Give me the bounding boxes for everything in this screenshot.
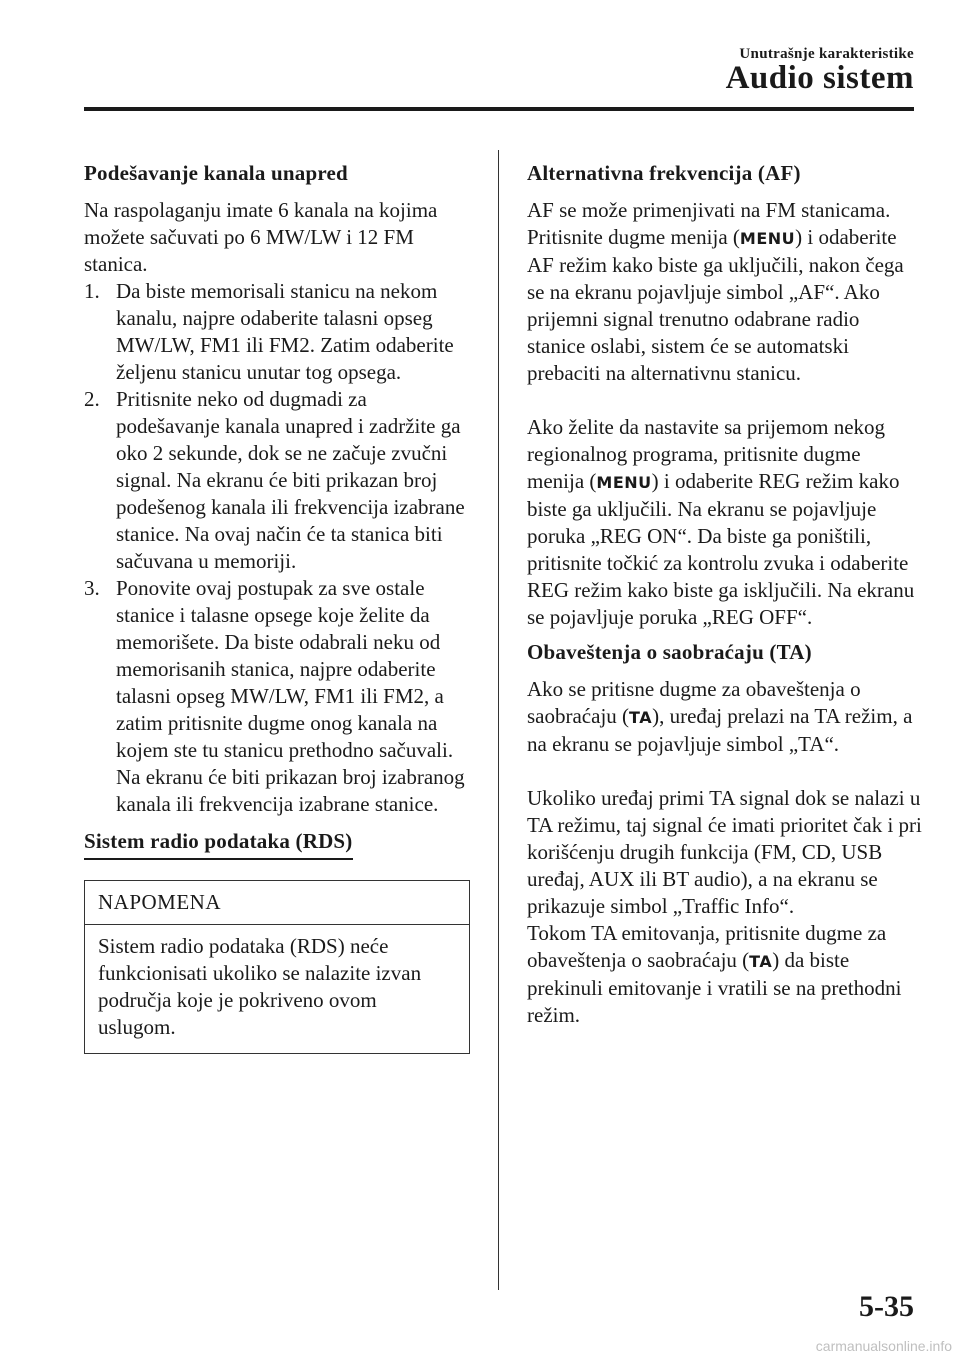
ta-paragraph-3 xyxy=(527,920,922,1029)
column-divider xyxy=(498,150,499,1290)
step-list xyxy=(84,278,474,818)
step-text: Da biste memorisali stanicu na nekom kanalu, najpre odaberite talasni opseg MW/LW, FM1 ili FM2. Zatim odaberite željenu stanicu unutar tog opsega. xyxy=(116,279,454,384)
ta-stop-text-a: Tokom TA emitovanja, pritisnite dugme za obaveštenja o saobraćaju ( xyxy=(527,921,887,972)
step-item xyxy=(84,278,474,386)
ta-button-label: TA xyxy=(749,952,773,971)
menu-button-label: MENU xyxy=(739,229,796,248)
running-header-section: Unutrašnje karakteristike xyxy=(739,46,914,62)
ta-paragraph-1 xyxy=(527,676,922,758)
note-body: Sistem radio podataka (RDS) neće funkcionisati ukoliko se nalazite izvan područja koje je pokriveno ovom uslugom. xyxy=(98,934,422,1039)
header-rule xyxy=(84,107,914,111)
ta-paragraph-2: Ukoliko uređaj primi TA signal dok se nalazi u TA režimu, taj signal će imati prioritet čak i pri korišćenju drugih funkcija (FM, CD, USB uređaj, AUX ili BT audio), a na ekranu se prikazuje simbol „Traffic Info“. xyxy=(527,786,922,918)
heading-rds: Sistem radio podataka (RDS) xyxy=(84,828,353,860)
page-number: 5-35 xyxy=(859,1290,914,1323)
reg-text-a: Ako želite da nastavite sa prijemom nekog regionalnog programa, pritisnite dugme menija ( xyxy=(527,415,886,493)
running-header-title: Audio sistem xyxy=(725,60,914,96)
watermark: carmanualsonline.info xyxy=(815,1338,952,1354)
step-text: Pritisnite neko od dugmadi za podešavanje kanala unapred i zadržite ga oko 2 sekunde, dok se ne začuje zvučni signal. Na ekranu će biti prikazan broj podešenog kanala ili frekvencija izabrane stanice. Na ovaj način će ta stanica biti sačuvana u memoriji. xyxy=(116,387,465,573)
reg-text-b: ) i odaberite REG režim kako biste ga uključili. Na ekranu se pojavljuje poruka „REG ON“. Da biste ga poništili, pritisnite točkić za kontrolu zvuka i odaberite REG režim kako biste ga isključili. Na ekranu se pojavljuje poruka „REG OFF“. xyxy=(527,469,915,629)
heading-af: Alternativna frekvencija (AF) xyxy=(527,161,801,185)
step-number: 2. xyxy=(84,387,100,411)
menu-button-label: MENU xyxy=(596,473,652,492)
step-number: 1. xyxy=(84,279,100,303)
ta-stop-text-b: ) da biste prekinuli emitovanje i vratili se na prethodni režim. xyxy=(527,948,902,1027)
af-paragraph-1 xyxy=(527,197,922,387)
step-item xyxy=(84,386,474,575)
af-text-b: ) i odaberite AF režim kako biste ga uključili, nakon čega se na ekranu pojavljuje simbol „AF“. Ako prijemni signal trenutno odabrane radio stanice oslabi, sistem će se automatski prebaciti na alternativnu stanicu. xyxy=(527,225,904,385)
step-number: 3. xyxy=(84,576,100,600)
left-column xyxy=(84,160,474,1054)
ta-text-b: ), uređaj prelazi na TA režim, a na ekranu se pojavljuje simbol „TA“. xyxy=(527,704,913,756)
note-box xyxy=(84,880,470,1054)
step-text: Ponovite ovaj postupak za sve ostale stanice i talasne opsege koje želite da memorišete. Da biste odabrali neku od memorisanih stanica, najpre odaberite talasni opseg MW/LW, FM1 ili FM2, a zatim pritisnite dugme onog kanala na kojem ste tu stanicu prethodno sačuvali. Na ekranu će biti prikazan broj izabranog kanala ili frekvencija izabrane stanice. xyxy=(116,576,465,816)
step-item xyxy=(84,575,474,818)
heading-ta: Obaveštenja o saobraćaju (TA) xyxy=(527,640,812,664)
heading-preset-channels: Podešavanje kanala unapred xyxy=(84,161,348,185)
af-paragraph-2 xyxy=(527,414,922,631)
af-text-a: AF se može primenjivati na FM stanicama. Pritisnite dugme menija ( xyxy=(527,198,891,249)
intro-paragraph: Na raspolaganju imate 6 kanala na kojima možete sačuvati po 6 MW/LW i 12 FM stanica. xyxy=(84,198,438,276)
right-column xyxy=(527,160,922,1029)
note-title: NAPOMENA xyxy=(85,881,469,925)
ta-text-a: Ako se pritisne dugme za obaveštenja o saobraćaju ( xyxy=(527,677,861,728)
ta-button-label: TA xyxy=(629,708,653,727)
